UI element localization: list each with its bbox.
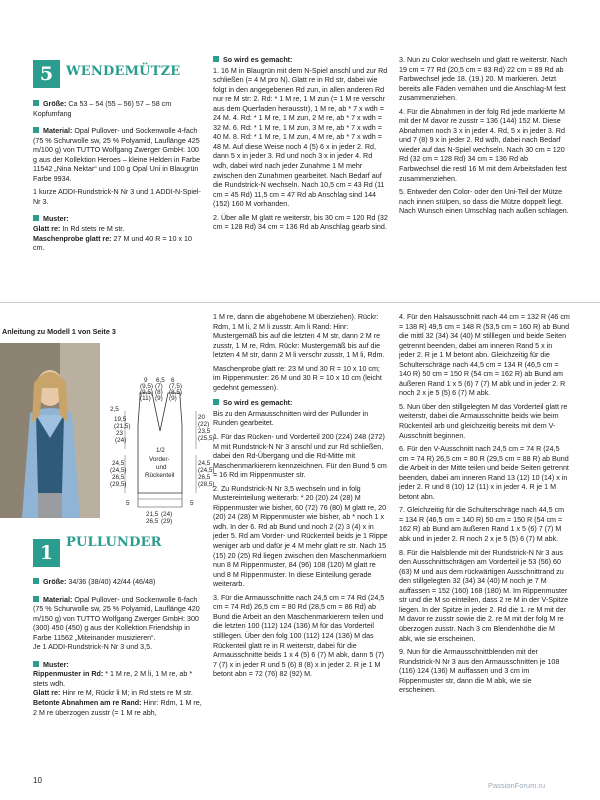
size-label: Größe:: [43, 100, 67, 108]
bullet-square-icon: [33, 215, 39, 221]
dim-top-3: 6: [171, 377, 175, 384]
wende-column-2: [213, 56, 389, 237]
size-label: Größe:: [43, 578, 67, 586]
section-number-badge: 1: [33, 539, 60, 567]
maschenprobe-paragraph: [33, 235, 203, 254]
watermark: PassionForum.ru: [488, 781, 546, 790]
rippen-label: Rippenmuster in Rd:: [33, 670, 104, 679]
material-text: Opal Pullover- und Sockenwolle 4-fach (75 % Schurwolle sw, 25 % Polyamid, Lauflänge 425 m/100 g) von TUTTO Wolfgang Zwerger GmbH: 100 g aus der Kollektion Heroes – kleine Helden in Farbe 11542 „Nina Nektar“ und 100 g Opal Uni in Blaugrün Farbe 9934.: [33, 127, 201, 183]
wende-column-1: [33, 100, 203, 258]
material-paragraph: [33, 596, 205, 644]
size-text: 34/36 (38/40) 42/44 (46/48): [66, 578, 156, 586]
dim-left-4: 23: [116, 430, 124, 437]
dim-right-4: (25,5): [198, 435, 215, 442]
maschenprobe-paragraph: Maschenprobe glatt re: 23 M und 30 R = 10 x 10 cm; im Rippenmuster: 26 M und 30 R = 10 x 10 cm (leicht gedehnt gemessen).: [213, 364, 382, 392]
step-6-paragraph: 6. Für den V-Ausschnitt nach 24,5 cm = 74 R (24,5 cm = 74 R) 26,5 cm = 80 R (29,5 cm = 88 R) ab Bund die Arbeit in der Mitte teilen und beide Seiten getrennt beenden, dabei am inneren Rand 13 (12) 10 (14) x in jeder 2. R und 8 (10) 12 (11) x in jeder 4. R je 1 M betont abn.: [399, 445, 569, 501]
model-photo-illustration: [0, 343, 100, 518]
step-3-paragraph: 3. Nun zu Color wechseln und glatt re weiterstr. Nach 19 cm = 77 Rd (20,5 cm = 83 Rd) 22 cm = 89 Rd ab Farbwechsel jede 18. (19.) 20. M markieren. Jetzt bereits alle Fäden vernähen und die Anschlag-M fest zusammenziehen.: [399, 56, 568, 103]
dim-left-lower-1: 24,5: [112, 460, 125, 467]
needles-paragraph: Je 1 ADDI-Rundstrick-N Nr 3 und 3,5.: [33, 643, 153, 652]
dim-left-lower-4: (29,5): [110, 481, 127, 488]
needles-paragraph: 1 kurze ADDI-Rundstrick-N Nr 3 und 1 ADDI-N-Spiel-Nr 3.: [33, 188, 201, 206]
dim-right-3: 23,5: [198, 428, 211, 435]
how-heading: [213, 56, 389, 66]
dim-left-2: 19,5: [114, 416, 127, 423]
dim-right-lower-2: (24,5): [198, 467, 215, 474]
glatt-label: Glatt re:: [33, 689, 61, 698]
material-text: Opal Pullover- und Sockenwolle 6-fach (75 % Schurwolle sw, 25 % Polyamid, Lauflänge 420 m/150 g) von TUTTO Wolfgang Zwerger GmbH: 300 (300) 450 (450) g aus der Kollektion Friendship in Farbe 11562 „Miteinander musizieren“.: [33, 595, 200, 642]
dim-bund-right: 5: [190, 500, 194, 507]
rippen-paragraph: [33, 670, 205, 689]
bullet-square-icon: [33, 100, 39, 106]
dim-left-3: (21,5): [114, 423, 131, 430]
size-paragraph: [33, 100, 203, 119]
dim-top-4: (9,5): [140, 383, 153, 390]
wende-column-3: [399, 56, 570, 221]
dim-bottom-1: 21,5: [146, 511, 159, 518]
step-5-paragraph: 5. Entweder den Color- oder den Uni-Teil der Mütze nach innen stülpen, so dass die Mütze doppelt liegt. Nach Wunsch einen Umschlag nach außen schlagen.: [399, 188, 569, 216]
dim-top-11: (9): [155, 395, 163, 402]
dim-right-1: 20: [198, 414, 206, 421]
bullet-square-icon: [33, 578, 39, 584]
material-paragraph: [33, 127, 203, 184]
dim-bund-left: 5: [126, 500, 130, 507]
bullet-square-icon: [33, 661, 39, 667]
pullunder-column-2: [213, 313, 389, 684]
dim-bottom-2: (24): [161, 511, 173, 518]
step-5-paragraph: 5. Nun über den stillgelegten M das Vorderteil glatt re weiterstr, dabei die Armausschnitte beids wie beim Rückenteil arb und gleichzeitig bereits mit dem V-Ausschnitt beginnen.: [399, 402, 568, 440]
how-label: So wird es gemacht:: [223, 56, 293, 64]
diagram-label-3: Rückenteil: [145, 472, 175, 479]
diagram-label-1: Vorder-: [149, 456, 170, 463]
material-label: Material:: [43, 127, 73, 136]
bullet-square-icon: [33, 127, 39, 133]
muster-paragraph: [33, 661, 205, 671]
step-4-paragraph: 4. Für den Halsausschnitt nach 44 cm = 132 R (46 cm = 138 R) 49,5 cm = 148 R (53,5 cm = 160 R) ab Bund die mittl 32 (34) 34 (40) M stilllegen und beide Seiten getrennt beenden, dabei am inneren Rand 5 x in jeder 2. R je 1 M betont abn. Gleichzeitig für die Schulterschräge nach 44,5 cm = 134 R (46,5 cm = 140 R) 50 cm = 150 R (54 cm = 162 R) ab Bund am äußeren Rand 1 x 5 (6) 7 (7) M abk und in jeder 2. R noch 2 x je 5 (5) 6 (7) M abk.: [399, 313, 570, 398]
dim-top-10: (11): [140, 395, 151, 402]
dim-top-5: (7): [155, 383, 163, 390]
step-2-paragraph: 2. Über alle M glatt re weiterstr, bis 30 cm = 120 Rd (32 cm = 128 Rd) 34 cm = 136 Rd ab Anschlag gearb sind.: [213, 213, 388, 232]
schnitt-diagram-svg: [100, 375, 220, 525]
dim-top-2: 6,5: [156, 377, 165, 384]
glatt-text: Hinr re M, Rückr li M; in Rd stets re M str.: [60, 689, 193, 698]
dim-right-lower-3: 26,5: [198, 474, 211, 481]
dim-bottom-3: 26,5: [146, 518, 159, 525]
step-4-paragraph: 4. Für die Abnahmen in der folg Rd jede markierte M mit der M davor re zusstr = 136 (144) 152 M. Diese Abnahmen noch 3 x in jeder 4. Rd, 5 x in jeder 3. Rd und 7 (8) 9 x in jeder 2. Rd wdh, dabei nach Bedarf wieder auf das N-Spiel wechseln. Nach 30 cm = 120 Rd (32 cm = 128 Rd) 34 cm = 136 Rd ab Farbwechsel die restl 16 M mit dem Arbeitsfaden fest zusammenziehen.: [399, 107, 567, 183]
dim-top-6: (7,5): [169, 383, 182, 390]
step-9-paragraph: 9. Nun für die Armausschnittblenden mit der Rundstrick-N Nr 3 aus den Armausschnitten je 108 (116) 124 (136) M auffassen und 3 cm im Rippenmuster str, dann die M abk, wie sie erscheinen.: [399, 648, 560, 695]
dim-left-lower-3: 26,5: [112, 474, 125, 481]
dim-left-1: 2,5: [110, 406, 119, 413]
model-reference-subhead: Anleitung zu Modell 1 von Seite 3: [2, 327, 116, 336]
muster-label: Muster:: [43, 215, 69, 224]
betonte-text: Hinr: Rdm, 1 M re, 2 M re überzogen zusstr (= 1 M re abh,: [33, 699, 202, 717]
pullunder-column-1: [33, 578, 205, 722]
step-2-paragraph: 2. Zu Rundstrick-N Nr 3,5 wechseln und in folg Mustereinteilung weiterarb: * 20 (20) 24 (28) M Rippenmuster wie bisher, 60 (72) 76 (80) M glatt re, 20 (20) 24 (28) M Rippenmuster wie bisher, ab * noch 1 x wdh. In der 6. Rd ab Bund und noch 2 (2) 3 (4) x in jeder 5. Rd am Vorder- und Rückenteil beids je 1 Rippe weniger arb und dafür je 4 M mehr glatt re str. Nach 15 (15) 20 (25) Rd liegen zwischen den Maschenmarkiern nun 8 M Rippenmuster, 84 (96) 108 (120) M glatt re und 8 M Rippenmuster. In diese Einteilung gerade weiterarb.: [213, 484, 388, 589]
dim-top-8: (8): [155, 389, 163, 396]
section-title: WENDEMÜTZE: [66, 64, 181, 79]
muster-paragraph: [33, 215, 203, 225]
page-number: 10: [33, 776, 42, 785]
intro-paragraph: Bis zu den Armausschnitten wird der Pullunder in Runden gearbeitet.: [213, 409, 369, 428]
dim-right-lower-1: 24,5: [198, 460, 211, 467]
diagram-label-2: und: [156, 464, 167, 471]
step-1-paragraph: 1. 16 M in Blaugrün mit dem N-Spiel anschl und zur Rd schließen (= 4 M pro N). Glatt re in Rd str, dabei wie folgt in den angegebenen Rd zun, in allen anderen Rd nur re M str: 2. Rd: * 1 M re, 1 M zun (= 1 M re verschr aus dem Querfaden herausstr), 1 M re, ab * 7 x wdh = 24 M. 4. Rd: * 1 M re, 1 M zun, 2 M re, ab * 7 x wdh = 32 M. 6. Rd: * 1 M re, 1 M zun, 3 M re, ab * 7 x wdh = 40 M. 8. Rd: * 1 M re, 1 M zun, 4 M re, ab * 7 x wdh = 48 M. Auf diese Weise noch 4 (5) 6 x in jeder 2. Rd, dann 5 x in jeder 3. Rd und noch 3 x in jeder 4. Rd wdh, dabei wird nach jeder Zunahme 1 M mehr zwischen den Zunahmen gearbeitet. Nach Bedarf auf die Rundstrick-N wechseln. Nach 10,5 cm = 43 Rd (11 cm = 45 Rd) 11,5 cm = 47 Rd ab Anschlag sind 144 (152) 160 M vorhanden.: [213, 66, 388, 209]
dim-right-2: (22): [198, 421, 210, 428]
glatt-paragraph: [33, 689, 205, 699]
dim-top-1: 9: [144, 377, 148, 384]
how-label: So wird es gemacht:: [223, 399, 293, 408]
dim-left-lower-2: (24,5): [110, 467, 127, 474]
bullet-square-icon: [33, 596, 39, 602]
section-divider: [0, 302, 600, 303]
model-photo: [0, 343, 100, 518]
glatt-label: Glatt re:: [33, 225, 61, 234]
step-1-paragraph: 1. Für das Rücken- und Vorderteil 200 (224) 248 (272) M mit Rundstrick-N Nr 3 anschl und zur Rd schließen, dabei den Rd-Übergang und die Rd-Mitte mit Maschenmarkierern kennzeichnen. Für den Bund 5 cm = 16 Rd im Rippenmuster str.: [213, 433, 387, 480]
how-heading: [213, 399, 389, 409]
step-8-paragraph: 8. Für die Halsblende mit der Rundstrick-N Nr 3 aus den Ausschnittschrägen am Vorderteil je 53 (56) 60 (63) M und aus dem rückwärtigen Ausschnittrand zu den stillgelegten 32 (34) 34 (40) M noch je 7 M auffassen = 152 (160) 168 (180) M. Im Rippenmuster str und die M so einteilen, dass 2 re M in der V-Spitze liegen. In der Spitze in jeder 2. Rd die 1. re M mit der M davor re zusstr sowie die 2. re M mit der folg M re überzogen zusstr. Nach 3 cm Blendenhöhe die M abk, wie sie erscheinen.: [399, 548, 569, 643]
glatt-paragraph: [33, 225, 203, 235]
glatt-text: In Rd stets re M str.: [60, 225, 125, 234]
dim-top-7: (9,5): [140, 389, 153, 396]
size-paragraph: [33, 578, 205, 588]
bullet-square-icon: [213, 399, 219, 405]
betonte-paragraph: [33, 699, 205, 718]
maschenprobe-text: 27 M und 40 R = 10 x 10 cm.: [33, 234, 192, 253]
diagram-half: 1/2: [156, 447, 165, 454]
dim-left-5: (24): [115, 437, 127, 444]
material-label: Material:: [43, 595, 73, 604]
schnitt-diagram: [100, 375, 220, 525]
dim-top-12: (9): [169, 395, 177, 402]
maschenprobe-label: Maschenprobe glatt re:: [33, 234, 112, 243]
abnahmen-paragraph: 1 M re, dann die abgehobene M überziehen). Rückr: Rdm, 1 M li, 2 M li zusstr. Am li Rand: Hinr: Mustergemäß bis auf die letzten 4 M str, dann 2 M re zusstr, 1 M re, Rdm. Rückr: Mustergemäß bis auf die letzten 4 M str, dann 2 M li verschr zusstr, 1 M li, Rdm.: [213, 313, 385, 360]
section-number-badge: 5: [33, 60, 60, 88]
dim-bottom-4: (29): [161, 518, 173, 525]
dim-top-9: (8,5): [169, 389, 182, 396]
step-3-paragraph: 3. Für die Armausschnitte nach 24,5 cm = 74 Rd (24,5 cm = 74 Rd) 26,5 cm = 80 Rd (28,5 cm = 86 Rd) ab Bund die Arbeit an den Maschenmarkierern teilen und die letzten 100 (112) 124 (136) M für das Vorderteil stilllegen. Über den folg 100 (112) 124 (136) M das Rückenteil glatt re in R weiterstr, dabei für die Armausschnitte beids 1 x 4 (5) 6 (7) M abk, dann 5 (7) 7 (7) x in jeder R und 5 (6) 8 (8) x in jeder 2. R je 1 M betont abn = 72 (76) 82 (92) M.: [213, 593, 385, 679]
step-7-paragraph: 7. Gleichzeitig für die Schulterschräge nach 44,5 cm = 134 R (46,5 cm = 140 R) 50 cm = 150 R (54 cm = 162 R) ab Bund am äußeren Rand 1 x 5 (6) 7 (7) M abk und in jeder 2. R noch 2 x je 5 (5) 6 (7) M abk.: [399, 506, 565, 544]
bullet-square-icon: [213, 56, 219, 62]
pullunder-column-3: [399, 313, 570, 700]
dim-right-lower-4: (28,5): [198, 481, 215, 488]
muster-label: Muster:: [43, 660, 69, 669]
size-text: Ca 53 – 54 (55 – 56) 57 – 58 cm Kopfumfang: [33, 100, 172, 118]
betonte-label: Betonte Abnahmen am re Rand:: [33, 699, 142, 708]
section-title: PULLUNDER: [66, 535, 162, 550]
rippen-text: * 1 M re, 2 M li, 1 M re, ab * stets wdh.: [33, 670, 193, 688]
